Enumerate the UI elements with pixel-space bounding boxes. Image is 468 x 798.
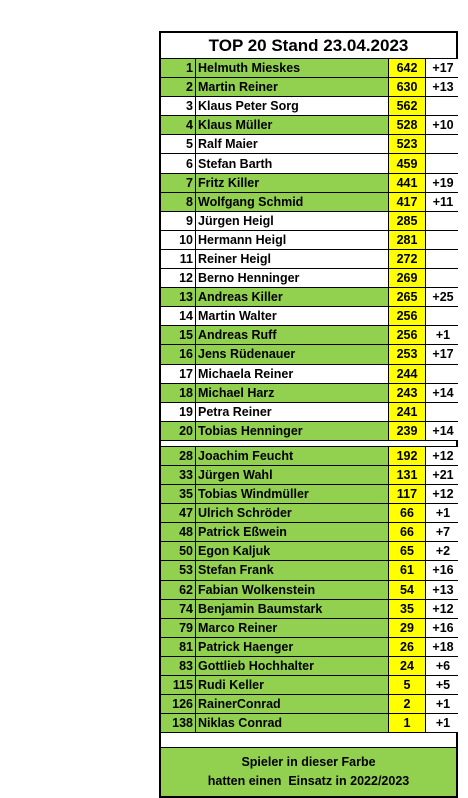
rank-cell: 53 xyxy=(161,561,196,579)
name-cell: Patrick Eßwein xyxy=(196,523,389,541)
change-cell: +12 xyxy=(426,447,460,465)
rank-cell: 138 xyxy=(161,714,196,732)
rank-cell: 5 xyxy=(161,135,196,153)
points-cell: 265 xyxy=(389,288,426,306)
points-cell: 243 xyxy=(389,384,426,402)
change-cell: +12 xyxy=(426,485,460,503)
rank-cell: 81 xyxy=(161,638,196,656)
table-row xyxy=(161,695,456,714)
points-cell: 417 xyxy=(389,193,426,211)
name-cell: Klaus Peter Sorg xyxy=(196,97,389,115)
rank-cell: 2 xyxy=(161,78,196,96)
change-cell xyxy=(426,212,460,230)
points-cell: 256 xyxy=(389,307,426,325)
points-cell: 256 xyxy=(389,326,426,344)
change-cell: +14 xyxy=(426,384,460,402)
rank-cell: 20 xyxy=(161,422,196,440)
name-cell: Stefan Barth xyxy=(196,154,389,172)
legend-line-2: hatten einen Einsatz in 2022/2023 xyxy=(207,774,410,789)
rank-cell: 15 xyxy=(161,326,196,344)
change-cell: +25 xyxy=(426,288,460,306)
table-row xyxy=(161,523,456,542)
table-row xyxy=(161,269,456,288)
rank-cell: 7 xyxy=(161,174,196,192)
change-cell: +16 xyxy=(426,561,460,579)
rank-cell: 12 xyxy=(161,269,196,287)
name-cell: Jürgen Heigl xyxy=(196,212,389,230)
change-cell: +17 xyxy=(426,345,460,363)
name-cell: Niklas Conrad xyxy=(196,714,389,732)
name-cell: Patrick Haenger xyxy=(196,638,389,656)
table-row xyxy=(161,542,456,561)
rank-cell: 11 xyxy=(161,250,196,268)
points-cell: 1 xyxy=(389,714,426,732)
table-row xyxy=(161,447,456,466)
table-row xyxy=(161,174,456,193)
empty-row xyxy=(161,733,456,748)
legend-line-1: Spieler in dieser Farbe xyxy=(241,755,376,770)
points-cell: 441 xyxy=(389,174,426,192)
points-cell: 523 xyxy=(389,135,426,153)
change-cell xyxy=(426,135,460,153)
change-cell: +7 xyxy=(426,523,460,541)
rank-cell: 17 xyxy=(161,365,196,383)
points-cell: 272 xyxy=(389,250,426,268)
name-cell: Rudi Keller xyxy=(196,676,389,694)
points-cell: 117 xyxy=(389,485,426,503)
table-row xyxy=(161,384,456,403)
other-rows xyxy=(161,447,456,733)
rank-cell: 83 xyxy=(161,657,196,675)
name-cell: Ralf Maier xyxy=(196,135,389,153)
table-row xyxy=(161,307,456,326)
table-row xyxy=(161,676,456,695)
table-row xyxy=(161,193,456,212)
table-row xyxy=(161,154,456,173)
points-cell: 192 xyxy=(389,447,426,465)
table-row xyxy=(161,581,456,600)
table-row xyxy=(161,365,456,384)
rank-cell: 48 xyxy=(161,523,196,541)
change-cell: +14 xyxy=(426,422,460,440)
name-cell: Martin Reiner xyxy=(196,78,389,96)
table-row xyxy=(161,638,456,657)
name-cell: Klaus Müller xyxy=(196,116,389,134)
table-row xyxy=(161,657,456,676)
name-cell: Tobias Henninger xyxy=(196,422,389,440)
change-cell: +1 xyxy=(426,714,460,732)
change-cell: +6 xyxy=(426,657,460,675)
name-cell: Fritz Killer xyxy=(196,174,389,192)
table-title: TOP 20 Stand 23.04.2023 xyxy=(161,31,456,59)
table-row xyxy=(161,466,456,485)
table-row xyxy=(161,345,456,364)
table-row xyxy=(161,97,456,116)
name-cell: Wolfgang Schmid xyxy=(196,193,389,211)
points-cell: 35 xyxy=(389,600,426,618)
change-cell xyxy=(426,154,460,172)
points-cell: 61 xyxy=(389,561,426,579)
rank-cell: 115 xyxy=(161,676,196,694)
name-cell: Jens Rüdenauer xyxy=(196,345,389,363)
points-cell: 5 xyxy=(389,676,426,694)
change-cell xyxy=(426,250,460,268)
name-cell: Stefan Frank xyxy=(196,561,389,579)
points-cell: 281 xyxy=(389,231,426,249)
points-cell: 642 xyxy=(389,59,426,77)
name-cell: Hermann Heigl xyxy=(196,231,389,249)
rank-cell: 28 xyxy=(161,447,196,465)
rank-cell: 1 xyxy=(161,59,196,77)
points-cell: 244 xyxy=(389,365,426,383)
table-row xyxy=(161,714,456,733)
change-cell: +18 xyxy=(426,638,460,656)
rank-cell: 9 xyxy=(161,212,196,230)
name-cell: Joachim Feucht xyxy=(196,447,389,465)
points-cell: 528 xyxy=(389,116,426,134)
table-row xyxy=(161,250,456,269)
name-cell: Berno Henninger xyxy=(196,269,389,287)
change-cell: +5 xyxy=(426,676,460,694)
rank-cell: 79 xyxy=(161,619,196,637)
table-row xyxy=(161,600,456,619)
change-cell: +21 xyxy=(426,466,460,484)
points-cell: 29 xyxy=(389,619,426,637)
rank-cell: 35 xyxy=(161,485,196,503)
name-cell: Martin Walter xyxy=(196,307,389,325)
rank-cell: 10 xyxy=(161,231,196,249)
rank-cell: 19 xyxy=(161,403,196,421)
table-row xyxy=(161,561,456,580)
name-cell: Fabian Wolkenstein xyxy=(196,581,389,599)
rank-cell: 18 xyxy=(161,384,196,402)
name-cell: Jürgen Wahl xyxy=(196,466,389,484)
rank-cell: 33 xyxy=(161,466,196,484)
rank-cell: 74 xyxy=(161,600,196,618)
ranking-table xyxy=(159,31,458,798)
table-row xyxy=(161,485,456,504)
name-cell: Andreas Ruff xyxy=(196,326,389,344)
change-cell: +11 xyxy=(426,193,460,211)
table-row xyxy=(161,116,456,135)
change-cell: +16 xyxy=(426,619,460,637)
points-cell: 241 xyxy=(389,403,426,421)
top20-rows xyxy=(161,59,456,441)
points-cell: 269 xyxy=(389,269,426,287)
name-cell: Reiner Heigl xyxy=(196,250,389,268)
table-row xyxy=(161,326,456,345)
change-cell: +12 xyxy=(426,600,460,618)
table-row xyxy=(161,619,456,638)
name-cell: Ulrich Schröder xyxy=(196,504,389,522)
points-cell: 66 xyxy=(389,523,426,541)
table-row xyxy=(161,78,456,97)
points-cell: 2 xyxy=(389,695,426,713)
points-cell: 285 xyxy=(389,212,426,230)
name-cell: Petra Reiner xyxy=(196,403,389,421)
table-row xyxy=(161,231,456,250)
table-row xyxy=(161,422,456,441)
rank-cell: 3 xyxy=(161,97,196,115)
change-cell: +1 xyxy=(426,326,460,344)
name-cell: Michaela Reiner xyxy=(196,365,389,383)
change-cell: +1 xyxy=(426,695,460,713)
change-cell: +13 xyxy=(426,78,460,96)
name-cell: Gottlieb Hochhalter xyxy=(196,657,389,675)
rank-cell: 50 xyxy=(161,542,196,560)
legend-box xyxy=(161,748,456,796)
name-cell: Helmuth Mieskes xyxy=(196,59,389,77)
table-row xyxy=(161,504,456,523)
rank-cell: 8 xyxy=(161,193,196,211)
change-cell: +10 xyxy=(426,116,460,134)
points-cell: 26 xyxy=(389,638,426,656)
change-cell xyxy=(426,365,460,383)
change-cell: +2 xyxy=(426,542,460,560)
name-cell: Tobias Windmüller xyxy=(196,485,389,503)
points-cell: 562 xyxy=(389,97,426,115)
points-cell: 131 xyxy=(389,466,426,484)
rank-cell: 6 xyxy=(161,154,196,172)
points-cell: 239 xyxy=(389,422,426,440)
change-cell xyxy=(426,97,460,115)
change-cell xyxy=(426,269,460,287)
name-cell: Andreas Killer xyxy=(196,288,389,306)
points-cell: 24 xyxy=(389,657,426,675)
rank-cell: 47 xyxy=(161,504,196,522)
points-cell: 54 xyxy=(389,581,426,599)
points-cell: 66 xyxy=(389,504,426,522)
table-row xyxy=(161,403,456,422)
name-cell: RainerConrad xyxy=(196,695,389,713)
name-cell: Michael Harz xyxy=(196,384,389,402)
name-cell: Marco Reiner xyxy=(196,619,389,637)
change-cell xyxy=(426,231,460,249)
points-cell: 630 xyxy=(389,78,426,96)
table-row xyxy=(161,59,456,78)
points-cell: 65 xyxy=(389,542,426,560)
rank-cell: 62 xyxy=(161,581,196,599)
rank-cell: 126 xyxy=(161,695,196,713)
change-cell: +13 xyxy=(426,581,460,599)
table-row xyxy=(161,135,456,154)
points-cell: 459 xyxy=(389,154,426,172)
change-cell xyxy=(426,307,460,325)
name-cell: Egon Kaljuk xyxy=(196,542,389,560)
rank-cell: 4 xyxy=(161,116,196,134)
change-cell xyxy=(426,403,460,421)
table-row xyxy=(161,288,456,307)
name-cell: Benjamin Baumstark xyxy=(196,600,389,618)
table-row xyxy=(161,212,456,231)
rank-cell: 14 xyxy=(161,307,196,325)
rank-cell: 13 xyxy=(161,288,196,306)
change-cell: +17 xyxy=(426,59,460,77)
change-cell: +19 xyxy=(426,174,460,192)
points-cell: 253 xyxy=(389,345,426,363)
rank-cell: 16 xyxy=(161,345,196,363)
change-cell: +1 xyxy=(426,504,460,522)
